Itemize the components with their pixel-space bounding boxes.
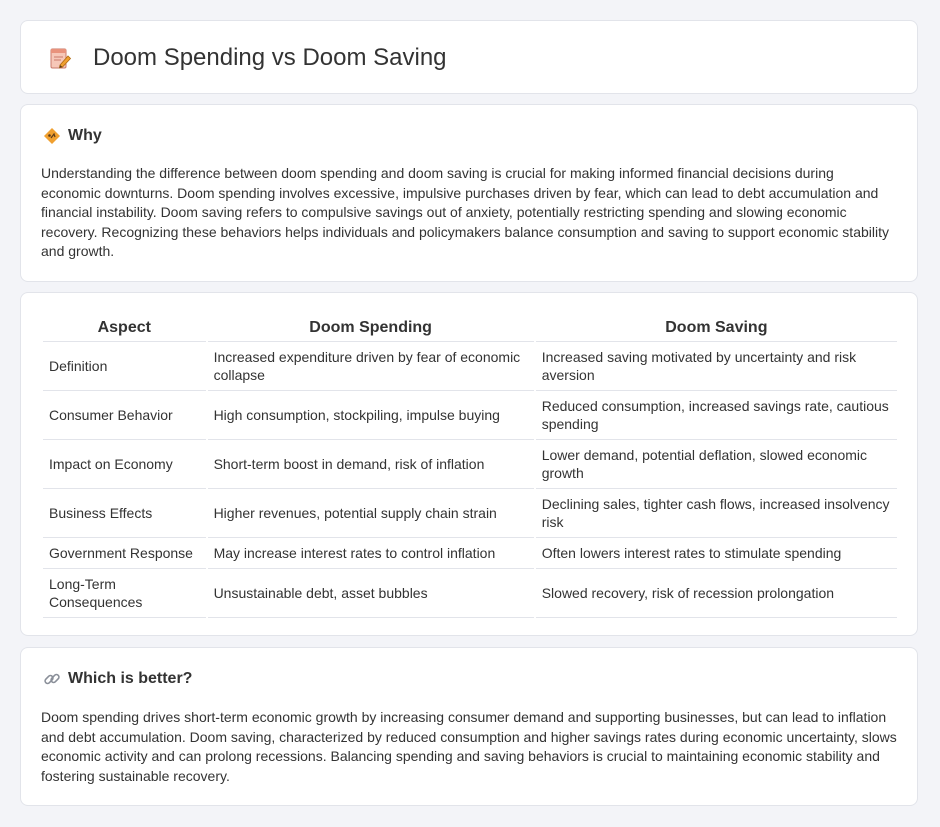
table-row xyxy=(43,538,897,569)
why-title: Why xyxy=(68,127,102,144)
notepad-pencil-icon xyxy=(47,45,73,71)
cell-doom-spending: Higher revenues, potential supply chain strain xyxy=(208,489,534,538)
cell-doom-spending: May increase interest rates to control inflation xyxy=(208,538,534,569)
cell-doom-spending: Short-term boost in demand, risk of inflation xyxy=(208,440,534,489)
page-title: Doom Spending vs Doom Saving xyxy=(93,44,447,71)
table-row xyxy=(43,489,897,538)
cell-doom-spending: Increased expenditure driven by fear of economic collapse xyxy=(208,342,534,391)
comparison-table-card xyxy=(20,292,918,636)
table-row xyxy=(43,569,897,618)
header-doom-spending: Doom Spending xyxy=(208,311,534,342)
cell-aspect: Definition xyxy=(43,342,206,391)
why-section xyxy=(20,104,918,282)
title-card xyxy=(20,20,918,94)
table-row xyxy=(43,342,897,391)
cell-doom-spending: Unsustainable debt, asset bubbles xyxy=(208,569,534,618)
link-icon xyxy=(43,670,61,688)
which-is-better-title: Which is better? xyxy=(68,670,193,687)
table-row xyxy=(43,391,897,440)
why-text: Understanding the difference between doom spending and doom saving is crucial for making informed financial decisions during economic downturns. Doom spending involves excessive, impulsive purchases driven by fear, which can lead to debt accumulation and financial instability. Doom saving refers to compulsive savings out of anxiety, potentially restricting spending and slowing economic recovery. Recognizing these behaviors helps individuals and policymakers balance consumption and saving to support economic stability and growth. xyxy=(41,165,889,260)
header-doom-saving: Doom Saving xyxy=(536,311,897,342)
cell-doom-saving: Slowed recovery, risk of recession prolongation xyxy=(536,569,897,618)
cell-aspect: Consumer Behavior xyxy=(43,391,206,440)
table-header-row xyxy=(43,311,897,342)
cell-doom-saving: Often lowers interest rates to stimulate spending xyxy=(536,538,897,569)
cell-aspect: Long-Term Consequences xyxy=(43,569,206,618)
cell-doom-saving: Increased saving motivated by uncertainty and risk aversion xyxy=(536,342,897,391)
header-aspect: Aspect xyxy=(43,311,206,342)
cell-doom-saving: Declining sales, tighter cash flows, increased insolvency risk xyxy=(536,489,897,538)
diamond-sign-icon xyxy=(43,127,61,145)
cell-doom-saving: Reduced consumption, increased savings rate, cautious spending xyxy=(536,391,897,440)
cell-aspect: Impact on Economy xyxy=(43,440,206,489)
comparison-table xyxy=(41,311,899,618)
cell-doom-spending: High consumption, stockpiling, impulse buying xyxy=(208,391,534,440)
cell-aspect: Government Response xyxy=(43,538,206,569)
cell-doom-saving: Lower demand, potential deflation, slowed economic growth xyxy=(536,440,897,489)
cell-aspect: Business Effects xyxy=(43,489,206,538)
which-is-better-text: Doom spending drives short-term economic growth by increasing consumer demand and supporting businesses, but can lead to inflation and debt accumulation. Doom saving, characterized by reduced consumption and higher savings rates during economic uncertainty, slows economic activity and can prolong recessions. Balancing spending and saving behaviors is crucial to maintaining economic stability and fostering sustainable recovery. xyxy=(41,709,897,784)
table-row xyxy=(43,440,897,489)
which-is-better-section xyxy=(20,647,918,806)
